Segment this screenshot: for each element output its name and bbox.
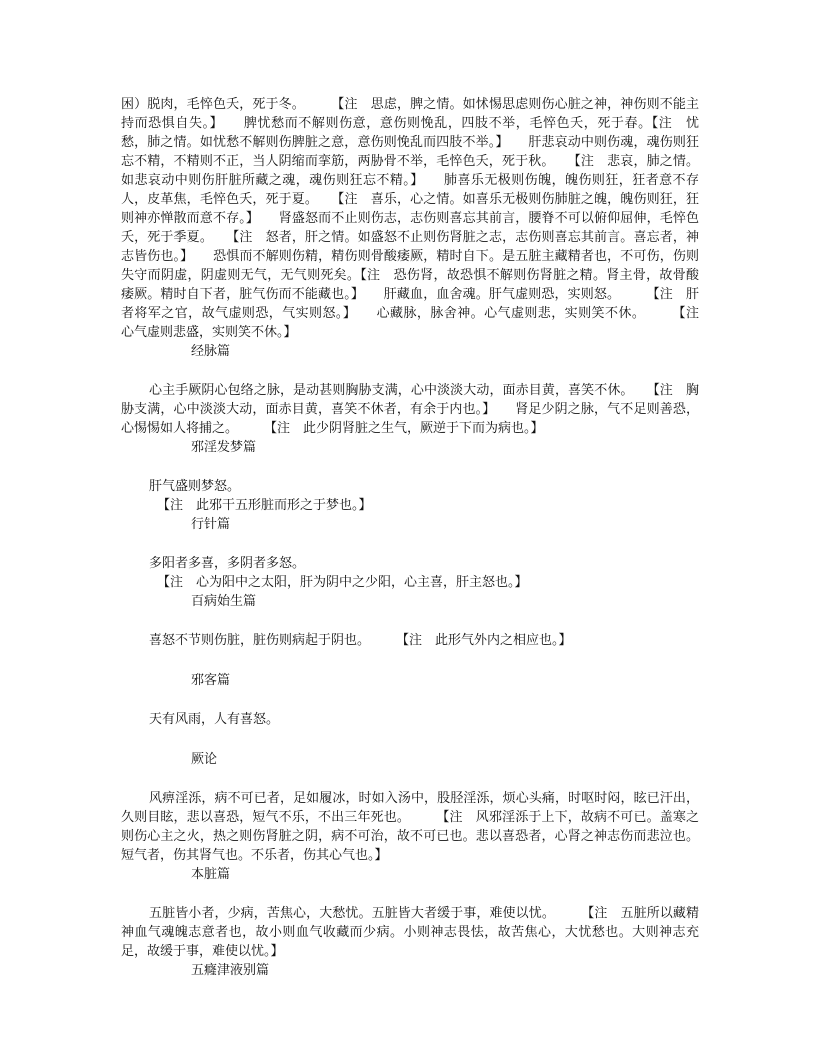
- paragraph: 风痹淫泺，病不可已者，足如履冰，时如入汤中，股胫淫泺，烦心头痛，时呕时闷，眩已汗出，久则目眩，悲以喜恐，短气不乐，不出三年死也。 【注 风邪淫泺于上下，故病不可已。盖寒之则伤心主之火，热之则伤肾脏之阴，病不可治，故不可已也。悲以喜恐者，心肾之神志伤而悲泣也。短气者，伤其肾气也。不乐者，伤其心气也。】: [121, 791, 699, 863]
- document-body: [121, 95, 713, 980]
- paragraph: 多阳者多喜，多阴者多怒。: [149, 556, 306, 571]
- section-heading: 厥论: [191, 752, 218, 767]
- paragraph: 天有风雨，人有喜怒。: [149, 712, 280, 727]
- annotation-note: 【注 心为阳中之太阳，肝为阴中之少阳，心主喜，肝主怒也。】: [157, 575, 528, 590]
- section-heading: 百病始生篇: [191, 594, 257, 609]
- section-heading: 邪淫发梦篇: [191, 440, 257, 455]
- section-heading: 行针篇: [191, 517, 231, 532]
- paragraph: 五脏皆小者，少病，苦焦心，大愁忧。五脏皆大者缓于事，难使以忧。 【注 五脏所以藏精神血气魂魄志意者也，故小则血气收藏而少病。小则神志畏怯，故苦焦心，大忧愁也。大则神志充足，故缓于事，难使以忧。】: [121, 906, 699, 959]
- section-heading: 邪客篇: [191, 673, 231, 688]
- annotation-note: 【注 此邪干五形脏而形之于梦也。】: [157, 498, 372, 513]
- paragraph: 肝气盛则梦怒。: [149, 479, 241, 494]
- paragraph: 喜怒不节则伤脏，脏伤则病起于阴也。 【注 此形气外内之相应也。】: [149, 633, 572, 648]
- section-heading: 本脏篇: [191, 867, 231, 882]
- section-heading: 五癃津液别篇: [191, 963, 270, 978]
- paragraph: 困）脱肉，毛悴色夭，死于冬。 【注 思虑，脾之情。如怵惕思虑则伤心脏之神，神伤则不能主持而恐惧自失。】 脾忧愁而不解则伤意，意伤则悗乱，四肢不举，毛悴色夭，死于春。【注 忧愁，肺之情。如忧愁不解则伤脾脏之意，意伤则悗乱而四肢不举。】 肝悲哀动中则伤魂，魂伤则狂忘不精，不精则不正，当人阴缩而挛筋，两胁骨不举，毛悴色夭，死于秋。 【注 悲哀，肺之情。如悲哀动中则伤肝脏所藏之魂，魂伤则狂忘不精。】 肺喜乐无极则伤魄，魄伤则狂，狂者意不存人，皮革焦，毛悴色夭，死于夏。 【注 喜乐，心之情。如喜乐无极则伤肺脏之魄，魄伤则狂，狂则神亦惮散而意不存。】 肾盛怒而不止则伤志，志伤则喜忘其前言，腰脊不可以俯仰屈伸，毛悴色夭，死于季夏。 【注 怒者，肝之情。如盛怒不止则伤肾脏之志，志伤则喜忘其前言。喜忘者，神志皆伤也。】 恐惧而不解则伤精，精伤则骨酸痿厥，精时自下。是五脏主藏精者也，不可伤，伤则失守而阴虚，阴虚则无气，无气则死矣。【注 恐伤肾，故恐惧不解则伤肾脏之精。肾主骨，故骨酸痿厥。精时自下者，脏气伤而不能藏也。】 肝藏血，血舍魂。肝气虚则恐，实则怒。 【注 肝者将军之官，故气虚则恐，气实则怒。】 心藏脉，脉舍神。心气虚则悲，实则笑不休。 【注 心气虚则悲盛，实则笑不休。】: [121, 97, 713, 340]
- paragraph: 心主手厥阴心包络之脉，是动甚则胸胁支满，心中淡淡大动，面赤目黄，喜笑不休。 【注 胸胁支满，心中淡淡大动，面赤目黄，喜笑不休者，有余于内也。】 肾足少阴之脉，气不足则善恐，心惕惕如人将捕之。 【注 此少阴肾脏之生气，厥逆于下而为病也。】: [121, 383, 699, 436]
- section-heading: 经脉篇: [191, 344, 231, 359]
